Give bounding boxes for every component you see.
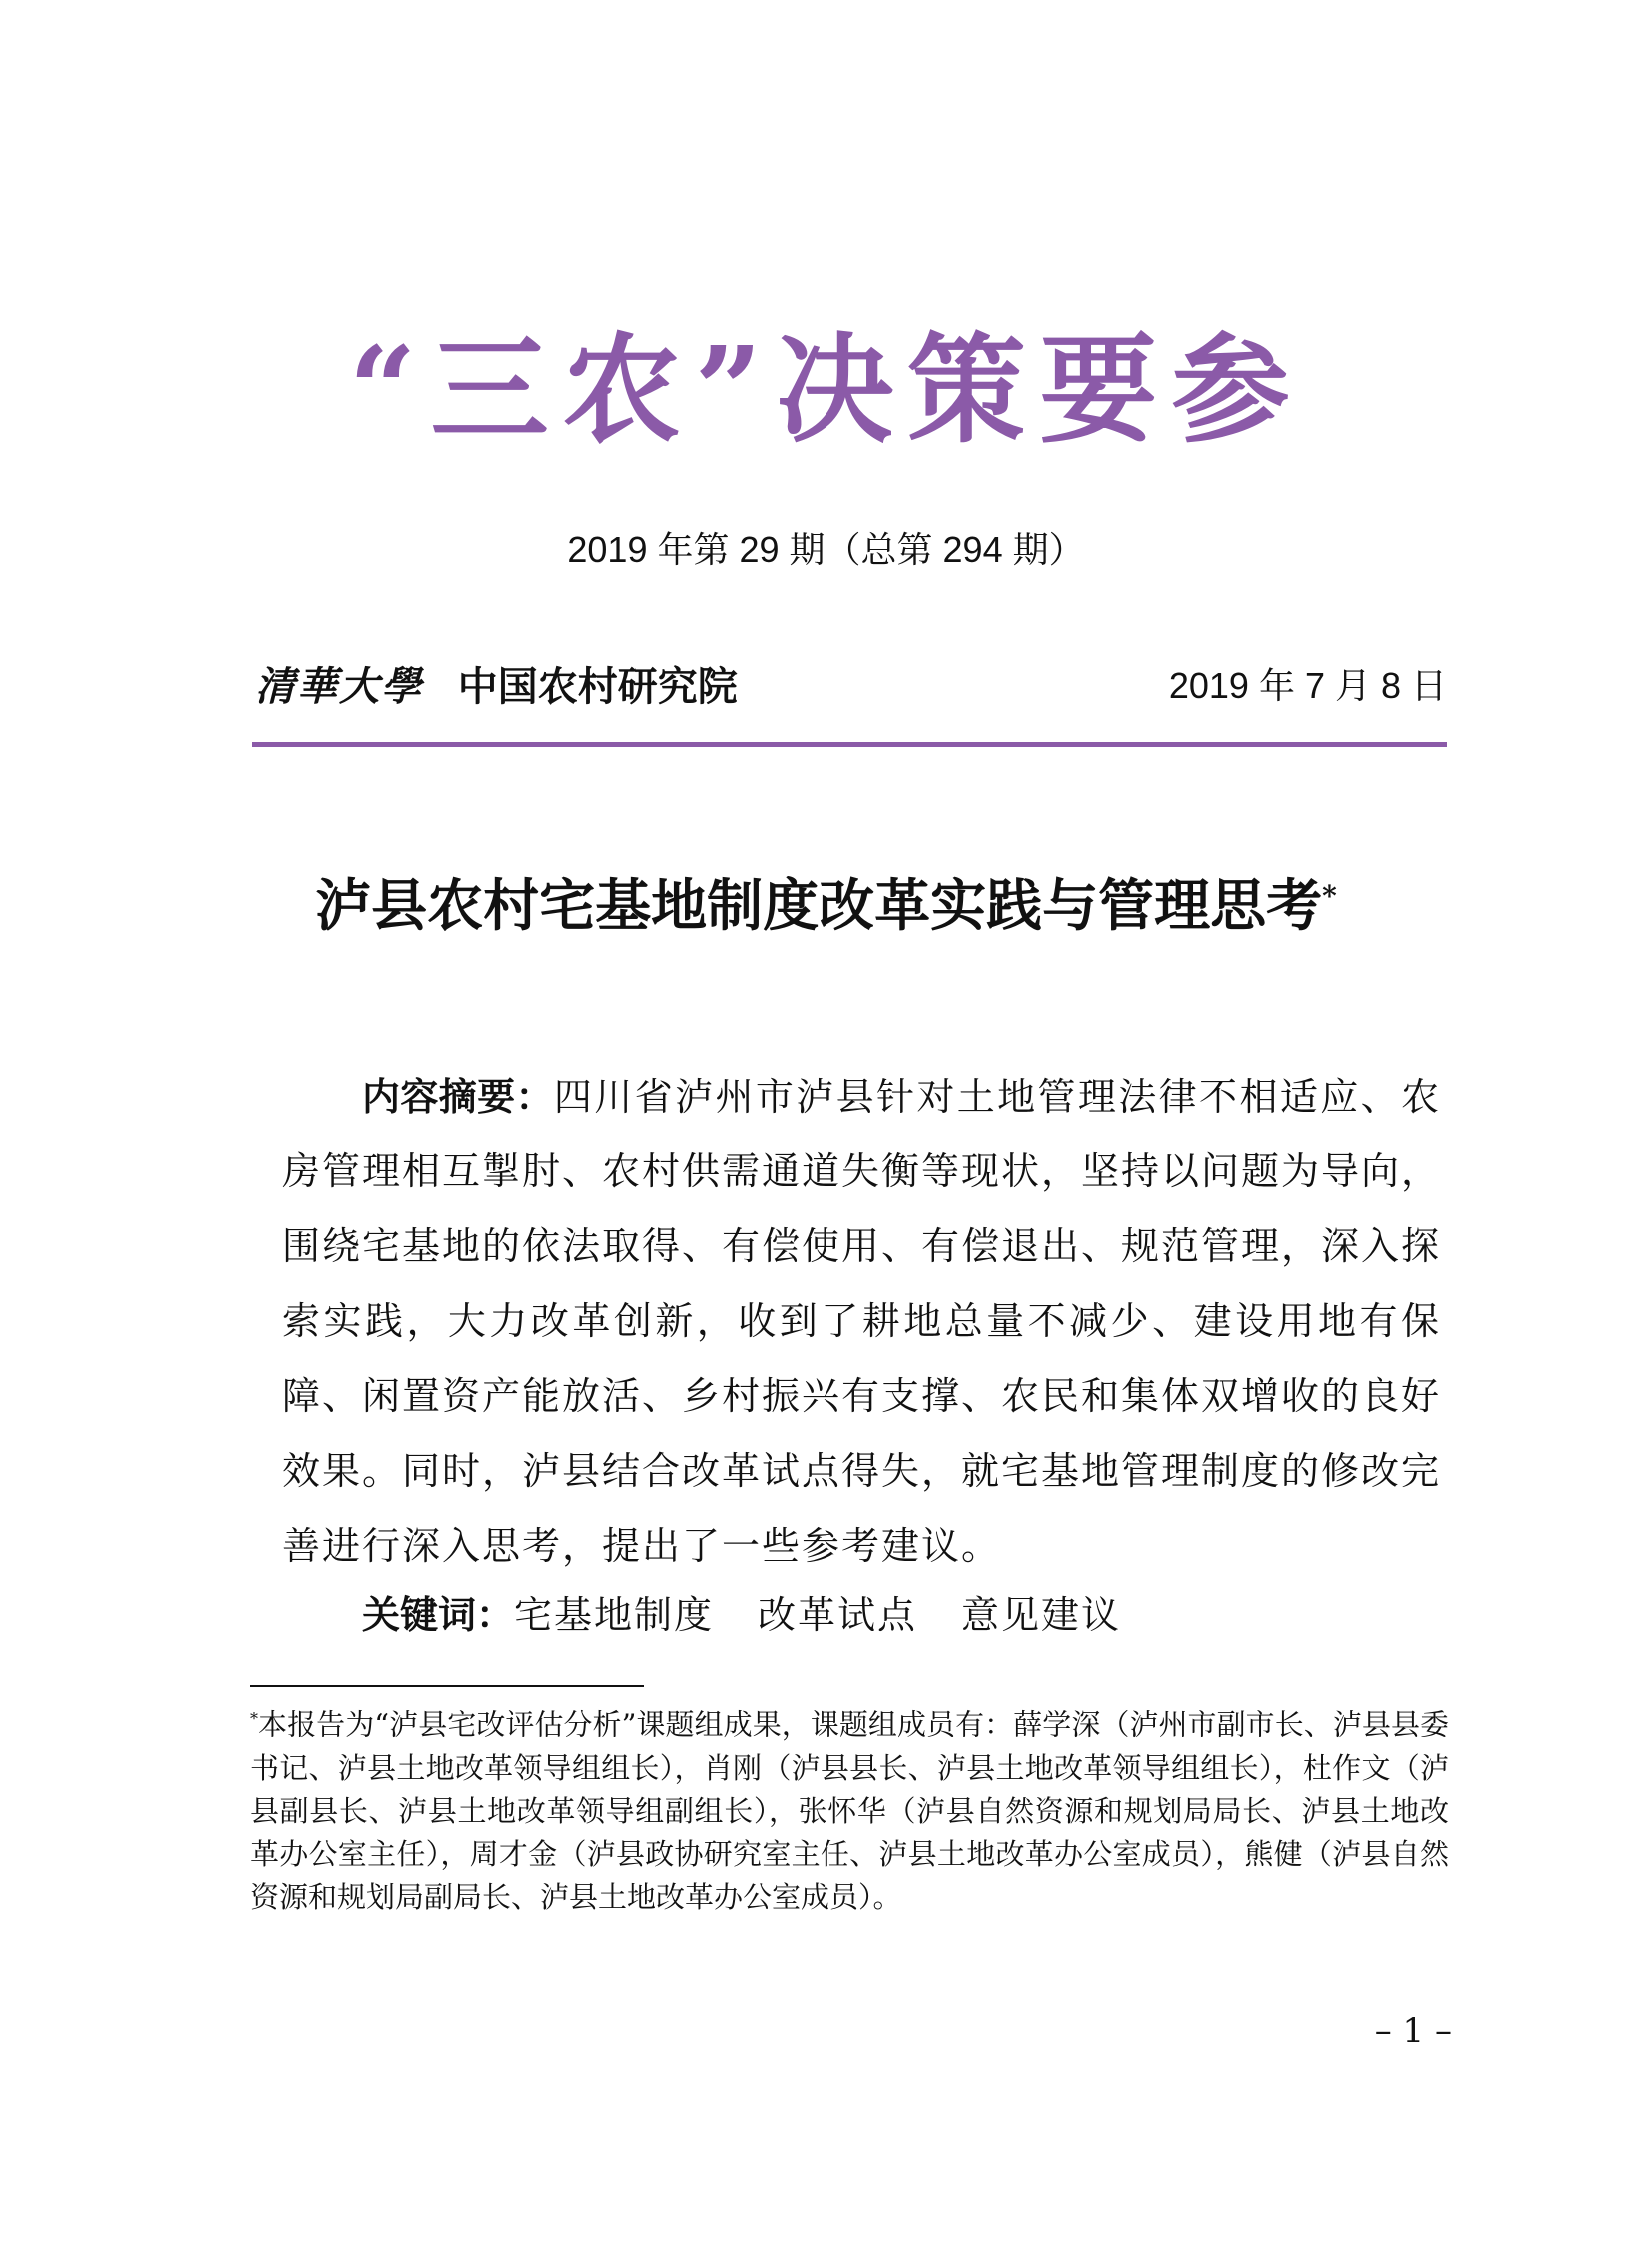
article-title: [0, 862, 1652, 942]
footnote-text: 本报告为“泸县宅改评估分析”课题组成果，课题组成员有：薛学深（泸州市副市长、泸县县委书记、泸县土地改革领导组组长），肖刚（泸县县长、泸县土地改革领导组组长），杜作文（泸县副县长、泸县土地改革领导组副组长），张怀华（泸县自然资源和规划局局长、泸县土地改革办公室主任），周才金（泸县政协研究室主任、泸县土地改革办公室成员），熊健（泸县自然资源和规划局副局长、泸县土地改革办公室成员）。: [250, 1707, 1449, 1914]
university-logo-text: 清華大學: [255, 663, 423, 710]
keywords: [362, 1584, 1165, 1639]
keyword-item: 宅基地制度: [514, 1593, 715, 1637]
organization-name: 中国农村研究院: [457, 663, 738, 710]
keyword-item: 改革试点: [758, 1593, 918, 1637]
keyword-item: 意见建议: [961, 1593, 1122, 1637]
publication-date: 2019 年 7 月 8 日: [1168, 665, 1447, 706]
footnote: [250, 1697, 1449, 1919]
issue-number: 2019 年第 29 期（总第 294 期）: [567, 529, 1085, 570]
header-rule: [252, 742, 1447, 747]
footnote-marker: *: [250, 1709, 258, 1728]
article-title-text: 泸县农村宅基地制度改革实践与管理思考: [315, 873, 1323, 939]
masthead-title: “三农”决策要参: [348, 320, 1304, 459]
footnote-separator: [250, 1685, 644, 1687]
title-footnote-marker: *: [1322, 879, 1337, 913]
organization: [255, 655, 738, 712]
abstract-text: 四川省泸州市泸县针对土地管理法律不相适应、农房管理相互掣肘、农村供需通道失衡等现状，坚持以问题为导向，围绕宅基地的依法取得、有偿使用、有偿退出、规范管理，深入探索实践，大力改革创新，收到了耕地总量不减少、建设用地有保障、闲置资产能放活、乡村振兴有支撑、农民和集体双增收的良好效果。同时，泸县结合改革试点得失，就宅基地管理制度的修改完善进行深入思考，提出了一些参考建议。: [282, 1075, 1442, 1568]
abstract: [282, 1060, 1441, 1584]
abstract-label: 内容摘要：: [362, 1075, 554, 1119]
keywords-label: 关键词：: [362, 1593, 515, 1637]
page-number: – 1 –: [1374, 2011, 1452, 2051]
